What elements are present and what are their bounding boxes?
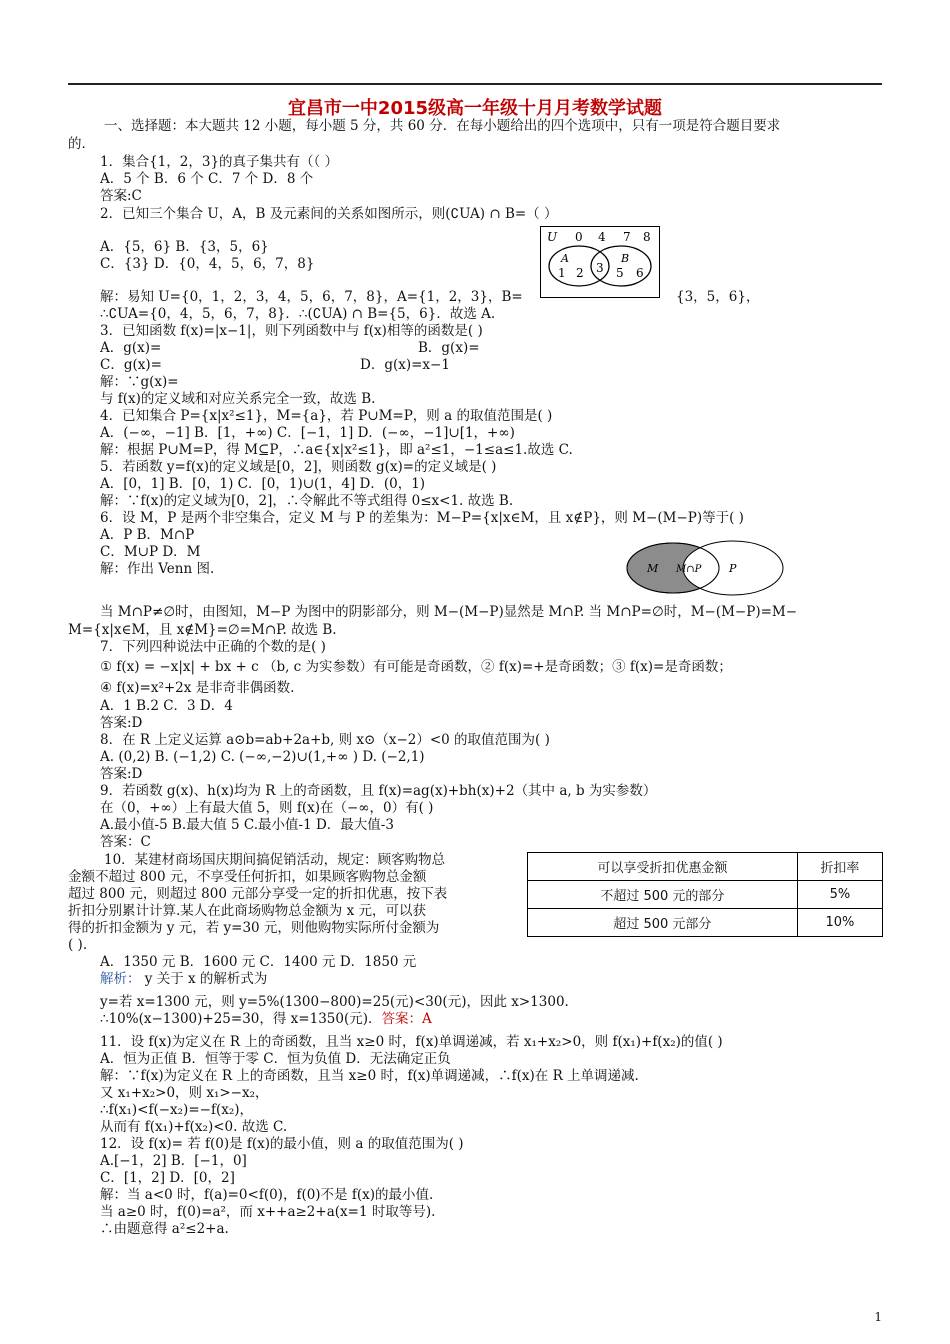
intro-line-1: 一、选择题：本大题共 12 小题，每小题 5 分，共 60 分．在每小题给出的四个选项中，只有一项是符合题目要求 [104,118,781,134]
q8-stem: 8．在 R 上定义运算 a⊙b=ab+2a+b, 则 x⊙（x−2）<0 的取值范围为( ) [100,732,550,748]
venn-label-m-cap-p: M∩P [676,564,702,575]
q10-solution-label: 解析： [100,971,141,987]
q3-solution-2: 与 f(x)的定义域和对应关系完全一致，故选 B. [100,391,376,407]
q10-solution-line-1 [100,971,267,988]
q7-answer: 答案:D [100,715,143,731]
q6-stem: 6．设 M，P 是两个非空集合，定义 M 与 P 的差集为：M−P={x|x∈M，且 x∉P}，则 M−(M−P)等于( ) [100,510,744,526]
venn-label-a: A [561,252,569,265]
q10-stem-4: 折扣分别累计计算.某人在此商场购物总金额为 x 元，可以获 [68,903,426,919]
svg-text:0: 0 [575,230,583,244]
table-header-cell: 折扣率 [797,853,882,881]
page-title: 宜昌市一中2015级高一年级十月月考数学试题 [287,98,663,119]
page-number: 1 [874,1310,882,1324]
q4-solution: 解：根据 P∪M=P，得 M⊆P，∴a∈{x|x²≤1}，即 a²≤1，−1≤a≤1.故选 C. [100,442,573,458]
q7-statements-2: ④ f(x)=x²+2x 是非奇非偶函数. [100,680,295,696]
venn-diagram-mp-svg [625,539,785,597]
q10-solution-line-3 [100,1011,432,1028]
q10-stem-5: 得的折扣金额为 y 元，若 y=30 元，则他购物实际所付金额为 [68,920,440,936]
table-cell: 5% [797,881,882,909]
table-header-cell: 可以享受折扣优惠金额 [528,853,798,881]
q12-solution-2: 当 a≥0 时，f(0)=a²，而 x++a≥2+a(x=1 时取等号). [100,1204,436,1220]
discount-table [527,852,883,937]
svg-text:7: 7 [623,230,631,244]
q8-answer: 答案:D [100,766,143,782]
svg-text:2: 2 [576,266,584,280]
q7-stem: 7．下列四种说法中正确的个数的是( ) [100,639,326,655]
table-row [528,881,883,909]
q11-stem: 11．设 f(x)为定义在 R 上的奇函数，且当 x≥0 时，f(x)单调递减，若 x₁+x₂>0，则 f(x₁)+f(x₂)的值( ) [100,1034,723,1050]
q9-stem-2: 在（0，+∞）上有最大值 5，则 f(x)在（−∞，0）有( ) [100,800,434,816]
intro-line-2: 的． [68,136,95,152]
q10-solution-3: ∴10%(x−1300)+25=30，得 x=1350(元)． [100,1011,382,1027]
q2-solution-1: 解：易知 U={0，1，2，3，4，5，6，7，8}，A={1，2，3}，B= [100,289,523,305]
table-cell: 不超过 500 元的部分 [528,881,798,909]
q10-options: A．1350 元 B．1600 元 C．1400 元 D．1850 元 [100,954,417,970]
q6-options-cd: C．M∪P D．M [100,544,201,560]
q5-options: A．[0，1] B．[0，1) C．[0，1)∪(1，4] D．(0，1) [100,476,426,492]
q7-options: A．1 B.2 C．3 D．4 [100,698,233,714]
q10-answer: 答案：A [381,1011,432,1027]
table-cell: 10% [797,909,882,937]
q7-statements: ① f(x) = −x|x| + bx + c （b, c 为实参数）有可能是奇函数，② f(x)=+是奇函数；③ f(x)=是奇函数； [100,659,732,675]
q8-options: A. (0,2) B. (−1,2) C. (−∞,−2)∪(1,+∞ ) D. (−2,1) [100,749,425,765]
q1-options: A．5 个 B．6 个 C．7 个 D．8 个 [100,171,314,187]
svg-text:8: 8 [643,230,651,244]
q12-options-ab: A.[−1，2] B．[−1，0] [100,1153,247,1169]
venn-label-m: M [647,562,659,575]
table-row [528,909,883,937]
q3-option-b: B．g(x)= [418,340,480,356]
q5-stem: 5．若函数 y=f(x)的定义域是[0，2]，则函数 g(x)=的定义域是( ) [100,459,497,475]
q3-solution-1: 解：∵g(x)= [100,374,179,390]
q2-solution-2: ∴∁UA={0，4，5，6，7，8}．∴(∁UA) ∩ B={5，6}．故选 A. [100,306,496,322]
q9-stem: 9．若函数 g(x)、h(x)均为 R 上的奇函数，且 f(x)=ag(x)+bh(x)+2（其中 a, b 为实参数） [100,783,657,799]
venn-label-b: B [621,252,630,265]
svg-text:6: 6 [636,266,644,280]
q12-stem: 12．设 f(x)= 若 f(0)是 f(x)的最小值，则 a 的取值范围为( ) [100,1136,464,1152]
q12-solution-3: ∴由题意得 a²≤2+a. [100,1221,229,1237]
q4-stem: 4．已知集合 P={x|x²≤1}，M={a}，若 P∪M=P，则 a 的取值范围是( ) [100,408,553,424]
q10-stem-6: ( ). [68,937,88,953]
venn-label-p: P [729,562,737,575]
venn-label-u: U [547,230,558,244]
q11-solution-1: 解：∵f(x)为定义在 R 上的奇函数，且当 x≥0 时，f(x)单调递减，∴f(x)在 R 上单调递减. [100,1068,639,1084]
svg-text:5: 5 [616,266,624,280]
q6-solution-2: 当 M∩P≠∅时，由图知，M−P 为图中的阴影部分，则 M−(M−P)显然是 M∩P. 当 M∩P=∅时，M−(M−P)=M− [100,604,798,620]
q11-solution-4: 从而有 f(x₁)+f(x₂)<0. 故选 C. [100,1119,288,1135]
q10-stem-3: 超过 800 元，则超过 800 元部分享受一定的折扣优惠，按下表 [68,886,448,902]
q10-solution-2: y=若 x=1300 元，则 y=5%(1300−800)=25(元)<30(元)，因此 x>1300. [100,994,569,1010]
svg-text:3: 3 [596,261,604,275]
q11-solution-2: 又 x₁+x₂>0，则 x₁>−x₂， [100,1085,269,1101]
q11-solution-3: ∴f(x₁)<f(−x₂)=−f(x₂)， [100,1102,254,1118]
q1-answer: 答案:C [100,188,142,204]
q9-options: A.最小值-5 B.最大值 5 C.最小值-1 D．最大值-3 [100,817,394,833]
q3-option-c: C．g(x)= [100,357,162,373]
q2-options-1: A．{5，6} B．{3，5，6} [100,239,269,255]
q2-solution-1b: {3，5，6}， [676,289,760,305]
svg-text:1: 1 [558,266,566,280]
q12-solution-1: 解：当 a<0 时，f(a)=0<f(0)，f(0)不是 f(x)的最小值. [100,1187,434,1203]
q12-options-cd: C．[1，2] D．[0，2] [100,1170,235,1186]
q9-answer: 答案：C [100,834,151,850]
q2-options-2: C．{3} D．{0，4，5，6，7，8} [100,256,315,272]
q3-option-a: A．g(x)= [100,340,162,356]
venn-diagram-svg [541,227,659,297]
q4-options: A．(−∞，−1] B．[1，+∞) C．[−1，1] D．(−∞，−1]∪[1，+∞) [100,425,515,441]
table-header-row [528,853,883,881]
q10-stem-1: 10．某建材商场国庆期间搞促销活动，规定：顾客购物总 [104,852,446,868]
table-cell: 超过 500 元部分 [528,909,798,937]
venn-diagram-u-a-b [540,226,660,298]
q2-stem: 2．已知三个集合 U，A，B 及元素间的关系如图所示，则(∁UA) ∩ B=（ ） [100,206,558,222]
q6-options-ab: A．P B．M∩P [100,527,195,543]
venn-diagram-m-p [625,539,785,597]
svg-text:4: 4 [598,230,606,244]
q10-solution-1: y 关于 x 的解析式为 [140,971,268,987]
q5-solution: 解：∵f(x)的定义域为[0，2]，∴令解此不等式组得 0≤x<1. 故选 B. [100,493,514,509]
header-rule [68,83,882,85]
q3-stem: 3．已知函数 f(x)=|x−1|，则下列函数中与 f(x)相等的函数是( ) [100,323,483,339]
q6-solution: 解：作出 Venn 图. [100,561,215,577]
q6-solution-3: M={x|x∈M，且 x∉M}=∅=M∩P. 故选 B. [68,622,337,638]
q10-stem-2: 金额不超过 800 元，不享受任何折扣，如果顾客购物总金额 [68,869,427,885]
q1-stem: 1．集合{1，2，3}的真子集共有（（ ） [100,154,339,170]
q11-options: A．恒为正值 B．恒等于零 C．恒为负值 D．无法确定正负 [100,1051,451,1067]
q3-option-d: D．g(x)=x−1 [360,357,450,373]
